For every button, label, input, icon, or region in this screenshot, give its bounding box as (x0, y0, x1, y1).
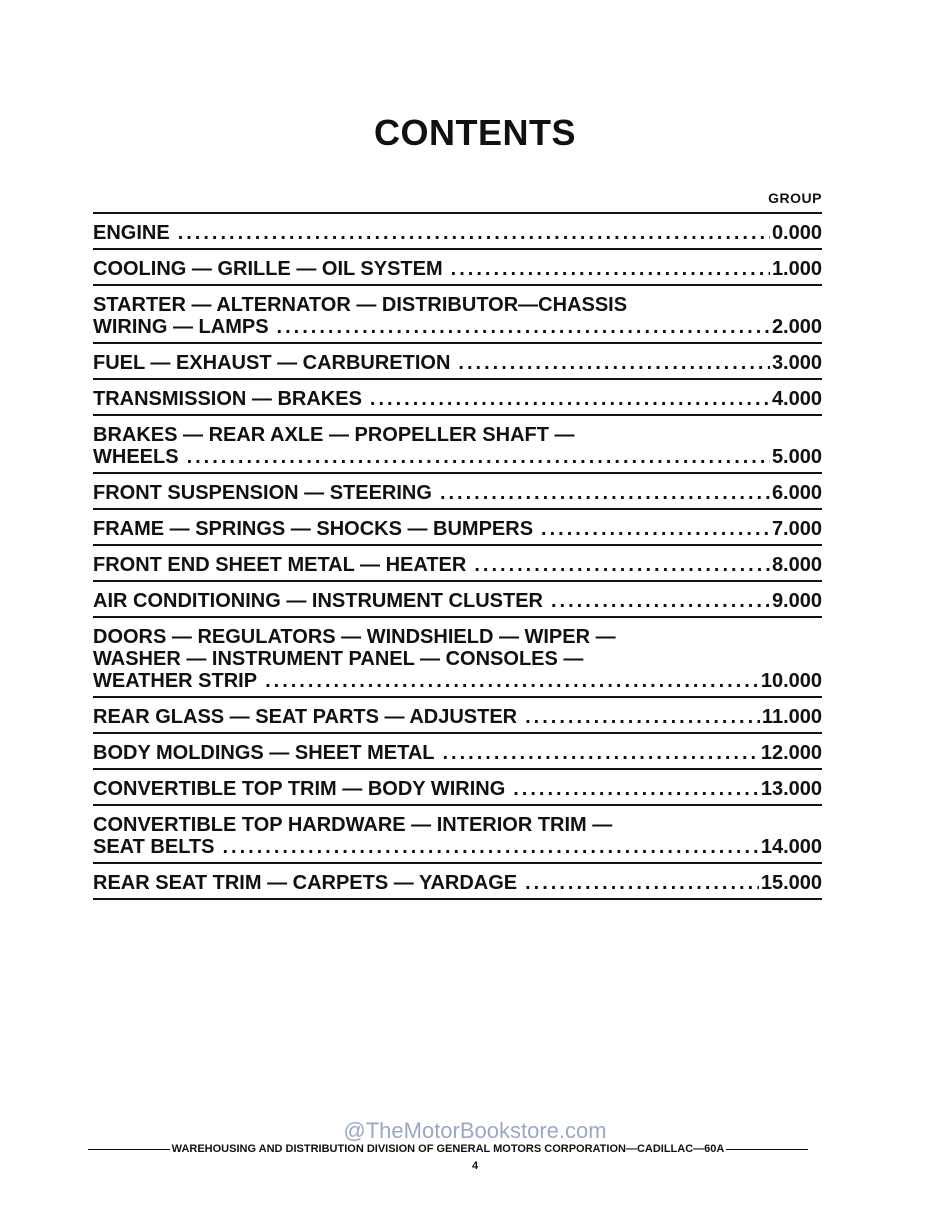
group-number: 7.000 (771, 518, 822, 540)
page-title: CONTENTS (374, 112, 576, 153)
toc-entry-text: REAR SEAT TRIM — CARPETS — YARDAGE (93, 872, 518, 894)
toc-entry-text: BRAKES — REAR AXLE — PROPELLER SHAFT — (93, 424, 575, 446)
footer-rule-left (88, 1149, 170, 1150)
page-number: 4 (471, 1160, 479, 1172)
toc-entry (93, 416, 822, 474)
group-number: 4.000 (771, 388, 822, 410)
toc-entry (93, 286, 822, 344)
group-column-header: GROUP (768, 190, 822, 206)
toc-entry (93, 214, 822, 250)
dot-leader (525, 872, 759, 894)
toc-entry-text: AIR CONDITIONING — INSTRUMENT CLUSTER (93, 590, 543, 612)
toc-entry-text: BODY MOLDINGS — SHEET METAL (93, 742, 435, 764)
toc-entry (93, 770, 822, 806)
toc-entry-text: CONVERTIBLE TOP HARDWARE — INTERIOR TRIM — (93, 814, 613, 836)
group-number: 9.000 (771, 590, 822, 612)
footer-rule-right (726, 1149, 808, 1150)
footer-text: WAREHOUSING AND DISTRIBUTION DIVISION OF GENERAL MOTORS CORPORATION—CADILLAC—60A (171, 1143, 725, 1155)
group-number: 15.000 (760, 872, 822, 894)
group-number: 6.000 (771, 482, 822, 504)
toc-entry-text: REAR GLASS — SEAT PARTS — ADJUSTER (93, 706, 518, 728)
footer (88, 1143, 808, 1155)
dot-leader (513, 778, 759, 800)
toc-entry (93, 698, 822, 734)
dot-leader (443, 742, 759, 764)
toc-entry (93, 618, 822, 698)
group-number: 13.000 (760, 778, 822, 800)
toc-entry (93, 582, 822, 618)
toc-entry (93, 864, 822, 900)
group-number: 11.000 (761, 706, 822, 728)
group-number: 2.000 (771, 316, 822, 338)
group-number: 12.000 (760, 742, 822, 764)
dot-leader (265, 670, 759, 692)
toc-entry-text: SEAT BELTS (93, 836, 215, 858)
dot-leader (277, 316, 770, 338)
dot-leader (178, 222, 770, 244)
toc-entry (93, 380, 822, 416)
toc-entry (93, 344, 822, 380)
toc-entry-text: CONVERTIBLE TOP TRIM — BODY WIRING (93, 778, 506, 800)
dot-leader (541, 518, 770, 540)
dot-leader (474, 554, 770, 576)
toc-entry-text: WEATHER STRIP (93, 670, 258, 692)
dot-leader (458, 352, 770, 374)
toc-entry-text: FUEL — EXHAUST — CARBURETION (93, 352, 451, 374)
dot-leader (451, 258, 770, 280)
group-number: 8.000 (771, 554, 822, 576)
toc-entry-text: FRONT SUSPENSION — STEERING (93, 482, 432, 504)
toc-entry (93, 510, 822, 546)
contents-list (93, 212, 822, 900)
toc-entry-text: WHEELS (93, 446, 179, 468)
group-number: 1.000 (771, 258, 822, 280)
toc-entry (93, 546, 822, 582)
toc-entry-text: STARTER — ALTERNATOR — DISTRIBUTOR—CHASSIS (93, 294, 628, 316)
toc-entry-text: ENGINE (93, 222, 170, 244)
dot-leader (187, 446, 770, 468)
dot-leader (525, 706, 760, 728)
toc-entry-text: COOLING — GRILLE — OIL SYSTEM (93, 258, 443, 280)
toc-entry (93, 250, 822, 286)
toc-entry-text: TRANSMISSION — BRAKES (93, 388, 362, 410)
group-number: 14.000 (760, 836, 822, 858)
dot-leader (440, 482, 770, 504)
toc-entry-text: WASHER — INSTRUMENT PANEL — CONSOLES — (93, 648, 584, 670)
toc-entry (93, 474, 822, 510)
toc-entry-text: WIRING — LAMPS (93, 316, 269, 338)
group-number: 10.000 (760, 670, 822, 692)
group-number: 0.000 (771, 222, 822, 244)
watermark: @TheMotorBookstore.com (343, 1118, 607, 1143)
dot-leader (551, 590, 770, 612)
toc-entry-text: FRAME — SPRINGS — SHOCKS — BUMPERS (93, 518, 534, 540)
dot-leader (222, 836, 758, 858)
toc-entry-text: FRONT END SHEET METAL — HEATER (93, 554, 467, 576)
group-number: 3.000 (771, 352, 822, 374)
toc-entry (93, 806, 822, 864)
toc-entry (93, 734, 822, 770)
toc-entry-text: DOORS — REGULATORS — WINDSHIELD — WIPER — (93, 626, 616, 648)
group-number: 5.000 (771, 446, 822, 468)
dot-leader (370, 388, 770, 410)
